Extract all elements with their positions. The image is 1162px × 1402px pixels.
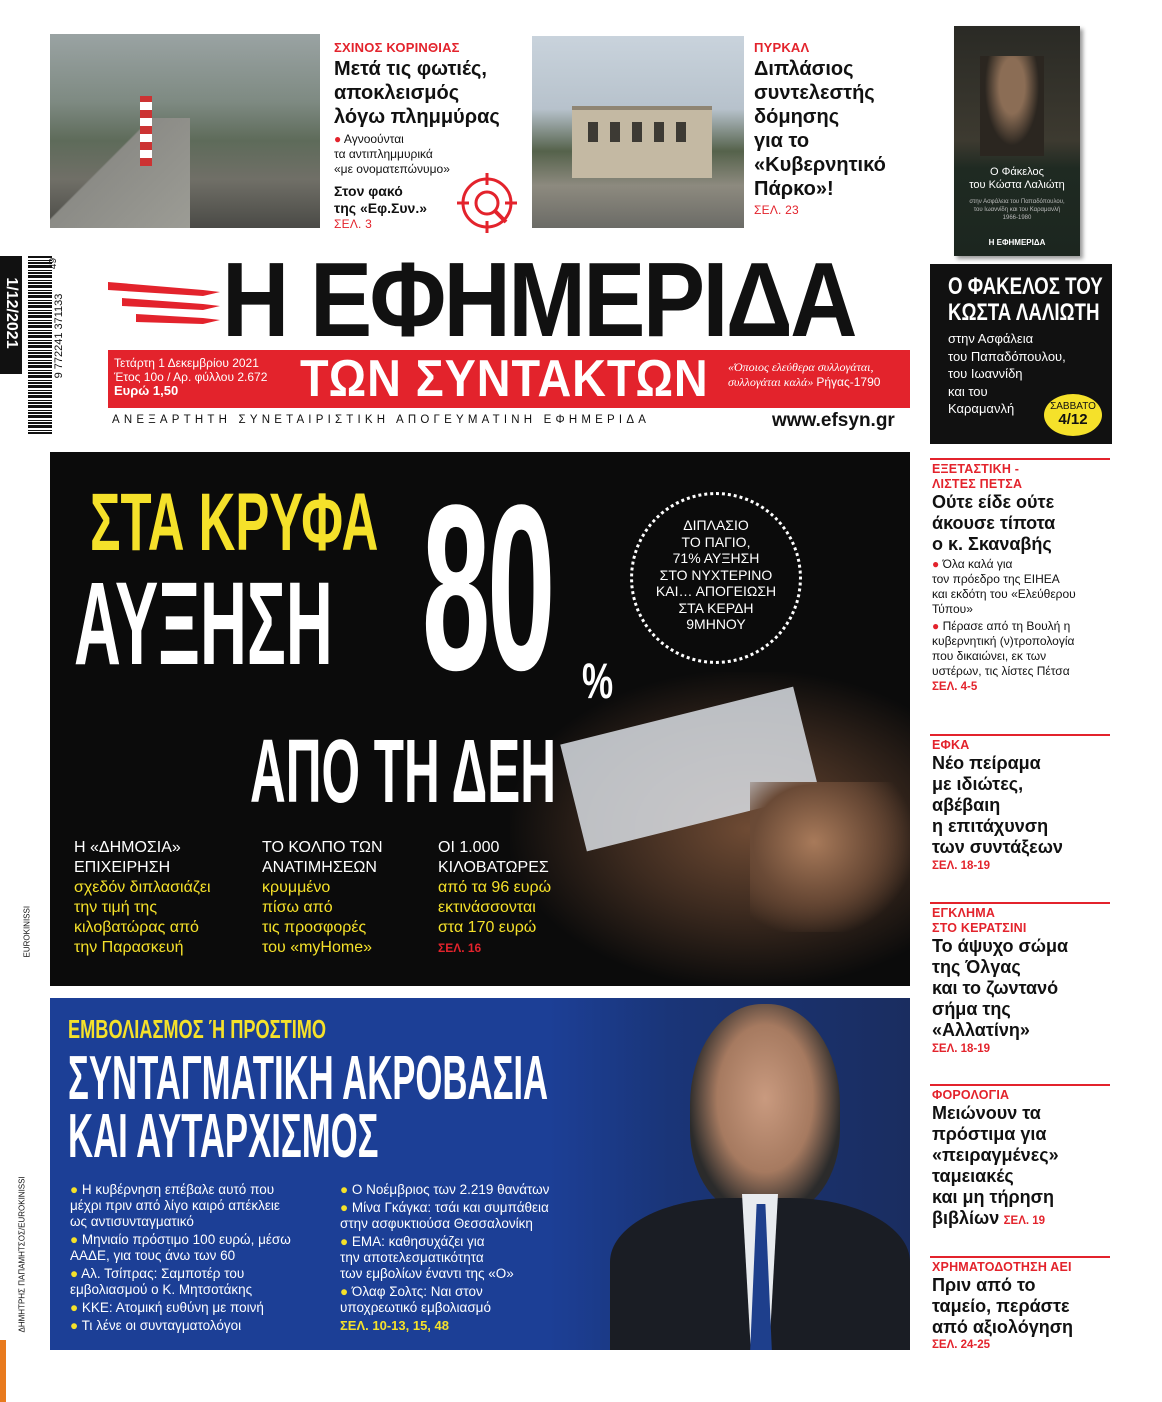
headline-80: 80: [422, 478, 553, 698]
masthead-tagline: ΑΝΕΞΑΡΤΗΤΗ ΣΥΝΕΤΑΙΡΙΣΤΙΚΗ ΑΠΟΓΕΥΜΑΤΙΝΗ ΕΦΗΜΕΡΙΔΑ: [112, 414, 651, 426]
barcode-number: 9 772241 371133: [53, 293, 65, 379]
sidebar-page: ΣΕΛ. 4-5: [932, 681, 978, 693]
story-page: ΣΕΛ. 23: [754, 203, 799, 217]
sidebar-page: ΣΕΛ. 18-19: [932, 1043, 991, 1055]
main-col-1: Η «ΔΗΜΟΣΙΑ» ΕΠΙΧΕΙΡΗΣΗ σχεδόν διπλασιάζει την τιμή της κιλοβατώρας από την Παρασκευή: [74, 839, 211, 956]
story-focus-line: της «Εφ.Συν.»: [334, 200, 428, 216]
story-kicker: ΠΥΡΚΑΛ: [754, 40, 810, 55]
pen-nibs-logo-icon: [108, 272, 220, 334]
story-text-line: «με ονοματεπώνυμο»: [334, 162, 450, 176]
second-story-panel[interactable]: [50, 998, 910, 1350]
sidebar-page: ΣΕΛ. 18-19: [932, 860, 991, 872]
issue-date: Τετάρτη 1 Δεκεμβρίου 2021: [114, 356, 259, 370]
landslide-photo: [50, 34, 320, 228]
second-title: ΣΥΝΤΑΓΜΑΤΙΚΗ ΑΚΡΟΒΑΣΙΑ ΚΑΙ ΑΥΤΑΡΧΙΣΜΟΣ: [68, 1050, 549, 1166]
story-title-line: δόμησης: [754, 106, 840, 128]
quote-author: Ρήγας-1790: [816, 375, 881, 389]
story-title-line: για το: [754, 130, 810, 152]
book-subtitle: στην Ασφάλεια του Παπαδόπουλου, του Ιωαννίδη και του Καραμανλή 1966-1980: [969, 199, 1065, 221]
headline-increase: ΑΥΞΗΣΗ: [74, 566, 333, 682]
story-pyrkal[interactable]: [754, 40, 920, 217]
main-col-3: ΟΙ 1.000 ΚΙΛΟΒΑΤΩΡΕΣ από τα 96 ευρώ εκτινάσσονται στα 170 ευρώ ΣΕΛ. 16: [438, 838, 588, 958]
sidebar-story-efka[interactable]: ΕΦΚΑ Νέο πείραμα με ιδιώτες, αβέβαιη η επιτάχυνση των συντάξεων ΣΕΛ. 18-19: [932, 738, 1112, 872]
book-logo: Η ΕΦΗΜΕΡΙΔΑ: [988, 238, 1046, 247]
bullet-dot-icon: ●: [932, 557, 943, 571]
second-story-page: ΣΕΛ. 10-13, 15, 48: [340, 1318, 449, 1333]
story-focus-line: Στον φακό: [334, 183, 403, 199]
barcode-issue: 49: [48, 257, 60, 270]
sidebar-story-universities[interactable]: ΧΡΗΜΑΤΟΔΟΤΗΣΗ ΑΕΙ Πριν από το ταμείο, περάστε από αξιολόγηση ΣΕΛ. 24-25: [932, 1260, 1112, 1351]
info-circle: ΔΙΠΛΑΣΙΟ ΤΟ ΠΑΓΙΟ, 71% ΑΥΞΗΣΗ ΣΤΟ ΝΥΧΤΕΡΙΝΟ ΚΑΙ… ΑΠΟΓΕΙΩΣΗ ΣΤΑ ΚΕΡΔΗ 9ΜΗΝΟΥ: [630, 492, 802, 664]
building-photo: [532, 36, 744, 228]
masthead-title: Η ΕΦΗΜΕΡΙΔΑ: [222, 254, 855, 346]
main-col-2: ΤΟ ΚΟΛΠΟ ΤΩΝ ΑΝΑΤΙΜΗΣΕΩΝ κρυμμένο πίσω από τις προσφορές του «myHome»: [262, 839, 383, 956]
story-title-line: Διπλάσιος: [754, 58, 854, 80]
saturday-badge: [1044, 394, 1102, 436]
masthead-info: [114, 356, 267, 398]
sidebar-divider: [930, 458, 1110, 460]
story-title-line: λόγω πλημμύρας: [334, 106, 500, 128]
bullet-dot-icon: ●: [340, 1200, 352, 1215]
sidebar-divider: [930, 1084, 1110, 1086]
promo-text: στην Ασφάλεια του Παπαδόπουλου, του Ιωαννίδη και του Καραμανλή: [948, 331, 1066, 416]
masthead-red-bar: [108, 350, 910, 408]
masthead-subtitle: ΤΩΝ ΣΥΝΤΑΚΤΩΝ: [300, 352, 709, 406]
story-title-line: Μετά τις φωτιές,: [334, 58, 487, 80]
story-kicker: ΣΧΙΝΟΣ ΚΟΡΙΝΘΙΑΣ: [334, 40, 460, 55]
second-bullets-right: ● Ο Νοέμβριος των 2.219 θανάτων ● Μίνα Γκάγκα: τσάι και συμπάθεια στην ασφυκτιούσα Θεσσαλονίκη ● ΕΜΑ: καθησυχάζει για την αποτελεσματικότητα των εμβολίων έναντι της «Ο» ● Όλαφ Σολτς: Ναι στον υποχρεωτικό εμβολιασμό ΣΕΛ. 10-13, 15, 48: [340, 1182, 600, 1334]
vertical-date: 1/12/2021: [3, 277, 20, 349]
left-orange-strip: [0, 1340, 6, 1402]
second-photo-credit: ΔΗΜΗΤΡΗΣ ΠΑΠΑΜΗΤΣΟΣ/EUROKINISSI: [17, 1176, 27, 1333]
bullet-dot-icon: ●: [70, 1232, 82, 1247]
bullet-dot-icon: ●: [340, 1284, 352, 1299]
headline-secretly: ΣΤΑ ΚΡΥΦΑ: [90, 482, 379, 564]
bullet-dot-icon: ●: [932, 619, 943, 633]
second-bullets-left: ● Η κυβέρνηση επέβαλε αυτό που μέχρι πριν από λίγο καιρό απέκλειε ως αντισυνταγματικό ● Μηνιαίο πρόστιμο 100 ευρώ, μέσω ΑΑΔΕ, για τους άνω των 60 ● Αλ. Τσίπρας: Σαμποτέρ του εμβολιασμού ο Κ. Μητσοτάκης ● ΚΚΕ: Ατομική ευθύνη με ποινή ● Τι λένε οι συνταγματολόγοι: [70, 1182, 291, 1333]
sidebar-page: ΣΕΛ. 19: [1003, 1215, 1046, 1227]
sidebar-page: ΣΕΛ. 24-25: [932, 1339, 991, 1351]
bullet-dot-icon: ●: [340, 1234, 352, 1249]
story-page: ΣΕΛ. 3: [334, 217, 372, 231]
sidebar-story-inquiry[interactable]: ΕΞΕΤΑΣΤΙΚΗ - ΛΙΣΤΕΣ ΠΕΤΣΑ Ούτε είδε ούτε άκουσε τίποτα ο κ. Σκαναβής ● Όλα καλά για τον πρόεδρο της ΕΙΗΕΑ και εκδότη του «Ελεύθερου Τύπου» ● Πέρασε από τη Βουλή η κυβερνητική (ν)τροπολογία που δικαιώνει, εκ των υστέρων, τις λίστες Πέτσα ΣΕΛ. 4-5: [932, 462, 1112, 693]
barcode: [28, 256, 52, 434]
second-kicker: ΕΜΒΟΛΙΑΣΜΟΣ Ή ΠΡΟΣΤΙΜΟ: [68, 1014, 327, 1044]
story-title-line: αποκλεισμός: [334, 82, 460, 104]
story-text-line: Αγνοούνται: [343, 132, 404, 146]
issue-number: Έτος 10ο / Αρ. φύλλου 2.672: [114, 370, 268, 384]
sidebar-divider: [930, 902, 1110, 904]
badge-day: ΣΑΒΒΑΤΟ: [1050, 401, 1096, 412]
bullet-dot-icon: ●: [70, 1182, 82, 1197]
sidebar-divider: [930, 734, 1110, 736]
promo-headline: Ο ΦΑΚΕΛΟΣ ΤΟΥ ΚΩΣΤΑ ΛΑΛΙΩΤΗ: [948, 274, 1103, 326]
headline-percent: %: [582, 653, 614, 709]
sidebar-story-crime[interactable]: ΕΓΚΛΗΜΑ ΣΤΟ ΚΕΡΑΤΣΙΝΙ Το άψυχο σώμα της Όλγας και το ζωντανό σήμα της «Αλλατίνη» ΣΕΛ. 18-19: [932, 906, 1112, 1055]
story-title-line: συντελεστής: [754, 82, 875, 104]
issue-price: Ευρώ 1,50: [114, 383, 179, 398]
bullet-dot-icon: ●: [70, 1318, 82, 1333]
bullet-dot-icon: ●: [70, 1266, 82, 1281]
bullet-dot-icon: ●: [70, 1300, 82, 1315]
bullet-dot-icon: ●: [340, 1182, 352, 1197]
photo-credit: EUROKINISSI: [22, 905, 32, 958]
headline-from-dei: ΑΠΟ ΤΗ ΔΕΗ: [250, 724, 556, 820]
badge-date: 4/12: [1058, 411, 1088, 428]
site-url-link[interactable]: www.efsyn.gr: [772, 410, 895, 431]
masthead-quote: «Όποιος ελεύθερα συλλογάται, συλλογάται καλά» Ρήγας-1790: [728, 360, 881, 389]
sidebar-story-tax[interactable]: ΦΟΡΟΛΟΓΙΑ Μειώνουν τα πρόστιμα για «πειραγμένες» ταμειακές και μη τήρηση βιβλίων ΣΕΛ. 19: [932, 1088, 1059, 1228]
story-title-line: «Κυβερνητικό: [754, 154, 886, 176]
main-story-panel[interactable]: [50, 452, 910, 986]
book-title: Ο Φάκελος του Κώστα Λαλιώτη: [969, 166, 1065, 191]
sidebar-divider: [930, 1256, 1110, 1258]
bullet-dot-icon: ●: [334, 132, 344, 146]
story-text-line: τα αντιπλημμυρικά: [334, 147, 433, 161]
story-title-line: Πάρκο»!: [754, 178, 834, 200]
date-vertical-strip: [0, 256, 22, 374]
book-cover: [954, 26, 1080, 256]
main-story-page: ΣΕΛ. 16: [438, 941, 482, 955]
magnifier-target-icon: [454, 170, 520, 236]
